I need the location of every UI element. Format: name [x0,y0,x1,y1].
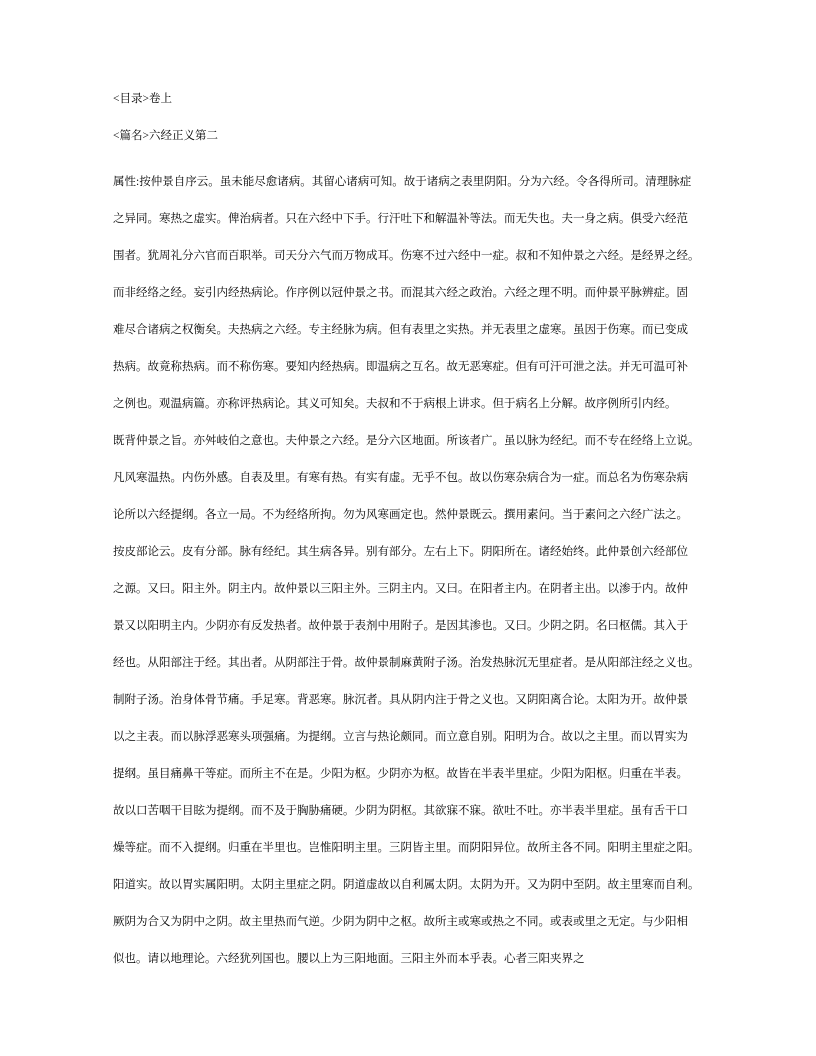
body-text-line: 而非经络之经。妄引内经热病论。作序例以冠仲景之书。而混其六经之政治。六经之理不明。而仲景平脉辨症。固 [113,287,688,299]
body-text [113,175,773,967]
body-text-line: 以之主表。而以脉浮恶寒头项强痛。为提纲。立言与热论颇同。而立意自别。阳明为合。故以之主里。而以胃实为 [113,731,688,743]
toc-line: <目录>卷上 [113,93,172,105]
document-content [113,92,773,989]
body-text-line: 之例也。观温病篇。亦称评热病论。其义可知矣。夫叔和不于病根上讲求。但于病名上分解。故序例所引内经。 [113,398,677,410]
body-text-line: 难尽合诸病之权衡矣。夫热病之六经。专主经脉为病。但有表里之实热。并无表里之虚寒。虽因于伤寒。而已变成 [113,324,688,336]
body-text-line: 制附子汤。治身体骨节痛。手足寒。背恶寒。脉沉者。具从阴内注于骨之义也。又阴阳离合论。太阳为开。故仲景 [113,694,688,706]
body-text-line: 之异同。寒热之虚实。俾治病者。只在六经中下手。行汗吐下和解温补等法。而无失也。夫一身之病。俱受六经范 [113,213,688,225]
body-text-line: 经也。从阳部注于经。其出者。从阴部注于骨。故仲景制麻黄附子汤。治发热脉沉无里症者。是从阳部注经之义也。 [113,657,700,669]
body-text-line: 之源。又曰。阳主外。阴主内。故仲景以三阳主外。三阴主内。又曰。在阳者主内。在阴者主出。以渗于内。故仲 [113,583,688,595]
body-text-line: 景又以阳明主内。少阴亦有反发热者。故仲景于表剂中用附子。是因其渗也。又曰。少阴之阴。名曰枢儒。其入于 [113,620,688,632]
body-text-line: 提纲。虽目痛鼻干等症。而所主不在是。少阳为枢。少阴亦为枢。故皆在半表半里症。少阳为阳枢。归重在半表。 [113,768,688,780]
body-text-line: 厥阴为合又为阴中之阴。故主里热而气逆。少阴为阴中之枢。故所主或寒或热之不同。或表或里之无定。与少阳相 [113,916,688,928]
body-text-line: 似也。请以地理论。六经犹列国也。腰以上为三阳地面。三阳主外而本乎表。心者三阳夹界之 [113,953,585,965]
body-text-line: 热病。故竟称热病。而不称伤寒。要知内经热病。即温病之互名。故无恶寒症。但有可汗可泄之法。并无可温可补 [113,361,688,373]
body-text-line: 按皮部论云。皮有分部。脉有经纪。其生病各异。别有部分。左右上下。阴阳所在。诸经始终。此仲景创六经部位 [113,546,688,558]
body-text-line: 围者。犹周礼分六官而百职举。司天分六气而万物成耳。伤寒不过六经中一症。叔和不知仲景之六经。是经界之经。 [113,250,700,262]
chapter-title-line: <篇名>六经正义第二 [113,130,218,142]
body-text-line: 属性:按仲景自序云。虽未能尽愈诸病。其留心诸病可知。故于诸病之表里阴阳。分为六经。令各得所司。清理脉症 [113,176,692,188]
body-text-line: 论所以六经提纲。各立一局。不为经络所拘。勿为风寒画定也。然仲景既云。撰用素问。当于素问之六经广法之。 [113,509,688,521]
body-text-line: 燥等症。而不入提纲。归重在半里也。岂惟阳明主里。三阴皆主里。而阴阳异位。故所主各不同。阳明主里症之阳。 [113,842,700,854]
body-text-line: 既背仲景之旨。亦舛岐伯之意也。夫仲景之六经。是分六区地面。所该者广。虽以脉为经纪。而不专在经络上立说。 [113,435,700,447]
body-text-line: 故以口苦咽干目眩为提纲。而不及于胸胁痛硬。少阴为阴枢。其欲寐不寐。欲吐不吐。亦半表半里症。虽有舌干口 [113,805,688,817]
body-text-line: 凡风寒温热。内伤外感。自表及里。有寒有热。有实有虚。无乎不包。故以伤寒杂病合为一症。而总名为伤寒杂病 [113,472,688,484]
body-text-line: 阳道实。故以胃实属阳明。太阴主里症之阴。阴道虚故以自利属太阴。太阴为开。又为阴中至阴。故主里寒而自利。 [113,879,700,891]
